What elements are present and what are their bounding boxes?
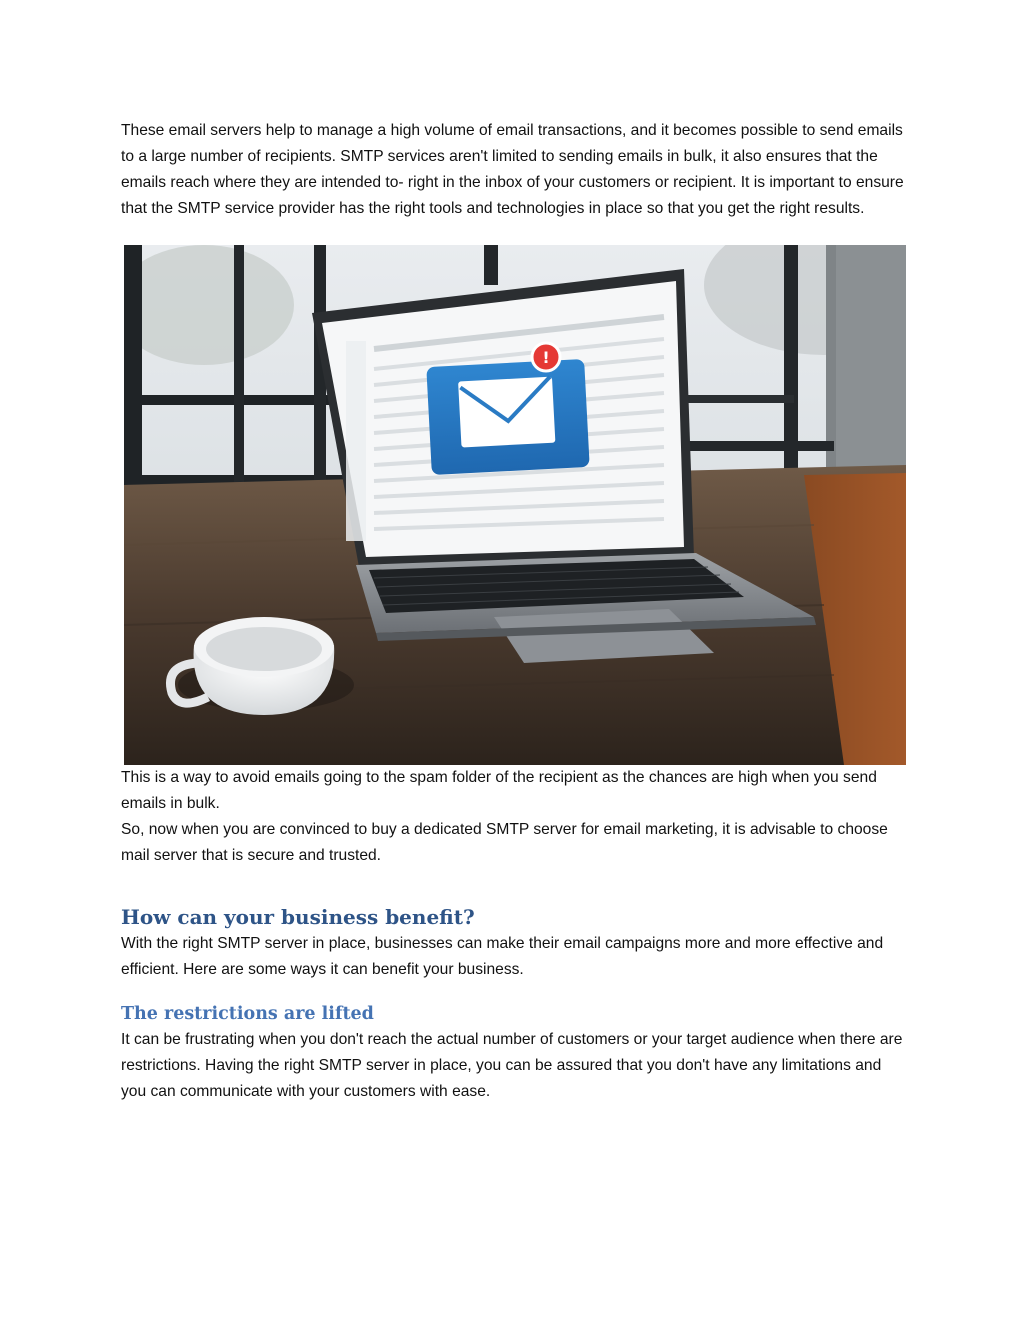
alert-badge-icon (532, 343, 560, 371)
intro-paragraph: These email servers help to manage a high volume of email transactions, and it becomes possible to send emails to a large number of recipients. SMTP services aren't limited to sending emails in bulk, it also ensures that the emails reach where they are intended to- right in the inbox of your customers or recipient. It is important to ensure that the SMTP service provider has the right tools and technologies in place so that you get the right results. (121, 122, 904, 217)
laptop-email-photo (124, 245, 906, 765)
business-benefit-heading: How can your business benefit? (121, 905, 475, 929)
document-page (121, 118, 907, 1105)
restrictions-paragraph: It can be frustrating when you don't reach the actual number of customers or your target audience when there are restrictions. Having the right SMTP server in place, you can be assured that you don't have any limitations and you can communicate with your customers with ease. (121, 1031, 903, 1100)
envelope-icon (426, 359, 589, 475)
advice-paragraph: So, now when you are convinced to buy a dedicated SMTP server for email marketing, it is advisable to choose mail server that is secure and trusted. (121, 821, 888, 864)
photo-illustration (124, 245, 906, 765)
spam-paragraph: This is a way to avoid emails going to the spam folder of the recipient as the chances are high when you send emails in bulk. (121, 769, 877, 812)
restrictions-heading: The restrictions are lifted (121, 1004, 374, 1024)
benefit-paragraph: With the right SMTP server in place, businesses can make their email campaigns more and more effective and efficient. Here are some ways it can benefit your business. (121, 935, 884, 978)
alert-mark: ! (542, 348, 550, 367)
